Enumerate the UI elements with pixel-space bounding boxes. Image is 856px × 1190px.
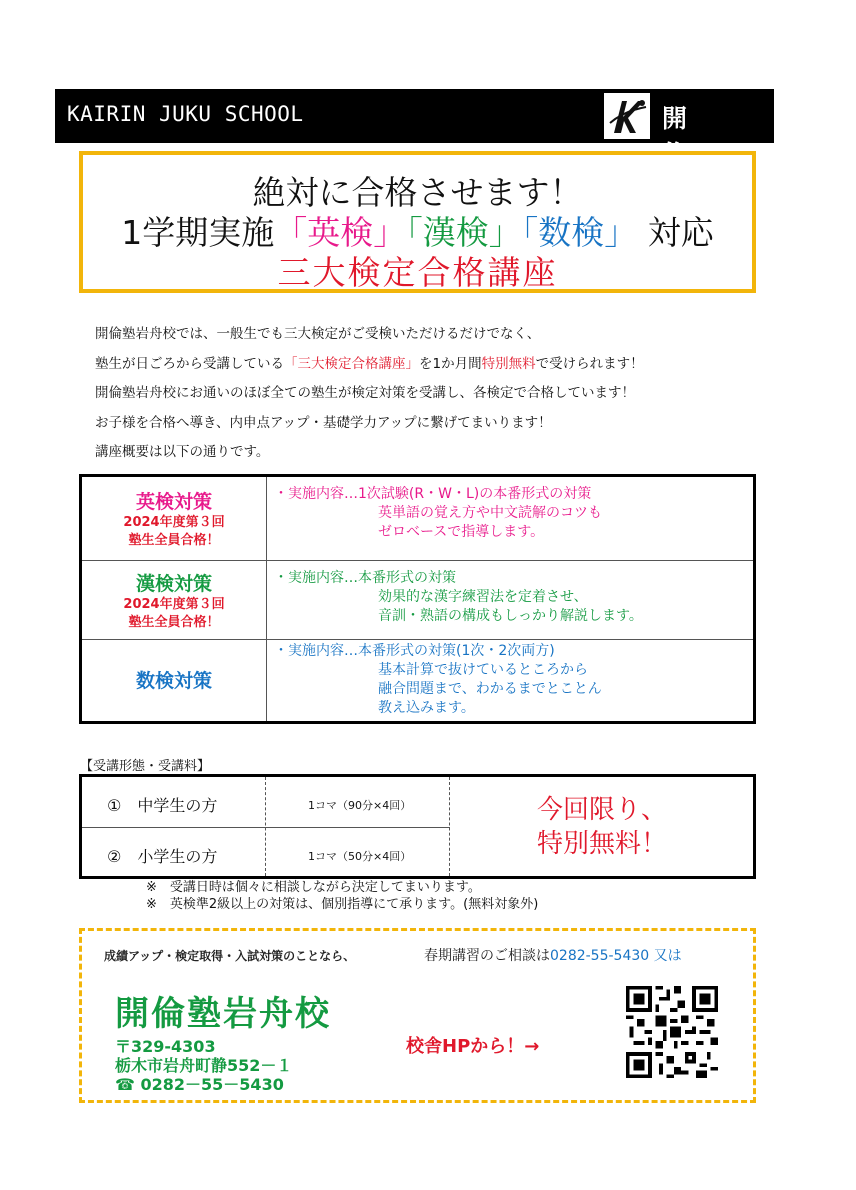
headline-kanken: 「漢検」: [406, 213, 522, 252]
fee-col-divider: [449, 777, 450, 876]
intro-p3: 開倫塾岩舟校にお通いのほぼ全ての塾生が検定対策を受講し、各検定で合格しています！: [95, 385, 635, 401]
course-desc-line: 英単語の覚え方や中文読解のコツも: [378, 505, 602, 521]
intro-text: [95, 320, 795, 468]
school-name: 開倫塾岩舟校: [115, 994, 331, 1034]
course-desc-line: 教え込みます。: [378, 700, 475, 716]
school-address: [115, 1037, 292, 1094]
course-desc-line: 基本計算で抜けているところから: [378, 662, 588, 678]
homepage-link[interactable]: 校舎HPから！→: [406, 1036, 540, 1057]
headline-box: [79, 151, 756, 293]
course-title: 漢検対策: [135, 573, 212, 595]
intro-p2-a: 塾生が日ごろから受講している: [95, 355, 284, 372]
header-title: KAIRIN JUKU SCHOOL: [67, 102, 304, 126]
course-title: 数検対策: [135, 670, 212, 692]
intro-p4: お子様を合格へ導き、内申点アップ・基礎学力アップに繋げてまいります！: [95, 414, 552, 431]
course-table: [79, 474, 756, 724]
contact-or: 又は: [653, 948, 682, 964]
course-desc-line: ゼロベースで指導します。: [378, 524, 545, 540]
fee-col-divider: [265, 777, 266, 876]
course-desc: [274, 485, 602, 542]
contact-text: 春期講習のご相談は: [424, 948, 550, 964]
address: 栃木市岩舟町静552－１: [115, 1056, 293, 1075]
course-desc-line: ・実施内容…本番形式の対策(1次・2次両方): [274, 643, 555, 659]
intro-p2-e: で受けられます！: [535, 355, 644, 372]
course-title: 英検対策: [135, 491, 212, 513]
course-name-cell: [82, 477, 267, 560]
course-name-cell: [82, 561, 267, 639]
fee-item: ② 小学生の方: [107, 847, 218, 866]
course-desc-line: ・実施内容…本番形式の対策: [274, 570, 456, 586]
fee-detail: 1コマ（50分×4回）: [308, 850, 412, 863]
fee-detail: 1コマ（90分×4回）: [308, 799, 412, 812]
intro-p2: [95, 350, 795, 380]
contact-phone-line: [424, 945, 682, 965]
headline-line1: 絶対に合格させます！: [252, 173, 583, 212]
course-desc-line: ・実施内容…1次試験(R・W・L)の本番形式の対策: [274, 486, 592, 502]
course-sub: 塾生全員合格！: [128, 615, 220, 630]
intro-p2-c: を1か月間: [419, 355, 482, 372]
intro-p2-course: 「三大検定合格講座」: [284, 355, 419, 372]
contact-phone[interactable]: 0282-55-5430: [550, 948, 650, 964]
free-offer: [452, 793, 752, 861]
fee-item: ① 中学生の方: [107, 796, 218, 815]
postal-code: 〒329-4303: [115, 1037, 216, 1056]
course-row-eiken: [82, 477, 753, 561]
headline-prefix: 1学期実施: [121, 213, 275, 252]
header-bar: [55, 89, 774, 143]
logo: [600, 89, 712, 143]
course-row-kanken: [82, 561, 753, 640]
course-desc: [274, 642, 602, 718]
note-1: ※ 受講日時は個々に相談しながら決定してまいります。: [146, 880, 481, 895]
headline-suken: 「数検」: [521, 213, 638, 252]
notes: [146, 879, 538, 913]
course-desc-line: 音訓・熟語の構成もしっかり解説します。: [378, 608, 643, 624]
intro-p1: 開倫塾岩舟校では、一般生でも三大検定がご受検いただけるだけでなく、: [95, 326, 541, 342]
free-offer-line: 今回限り、: [536, 795, 667, 825]
course-row-suken: [82, 640, 753, 721]
headline-line3: 三大検定合格講座: [277, 253, 558, 292]
course-desc-line: 効果的な漢字練習法を定着させ、: [378, 589, 588, 605]
intro-p5: 講座概要は以下の通りです。: [95, 444, 270, 460]
course-desc: [274, 569, 643, 626]
fee-row-divider: [82, 827, 450, 828]
contact-lead: 成績アップ・検定取得・入試対策のことなら、: [104, 949, 356, 963]
course-desc-line: 融合問題まで、わかるまでとことん: [378, 681, 602, 697]
free-offer-line: 特別無料！: [536, 829, 667, 859]
fee-label: 【受講形態・受講料】: [80, 759, 211, 774]
headline-suffix: 対応: [647, 213, 714, 252]
header-brand: 開: [662, 104, 689, 133]
note-2: ※ 英検準2級以上の対策は、個別指導にて承ります。(無料対象外): [146, 897, 539, 912]
qr-code-icon[interactable]: [626, 986, 718, 1078]
course-name-cell: [82, 640, 267, 721]
course-sub: 2024年度第３回: [123, 597, 225, 612]
headline-eiken: 「英検」: [274, 213, 407, 252]
course-sub: 塾生全員合格！: [128, 533, 220, 548]
course-sub: 2024年度第３回: [123, 515, 225, 530]
contact-box: [79, 928, 756, 1103]
school-phone[interactable]: ☎ 0282－55－5430: [115, 1075, 284, 1094]
intro-p2-free: 特別無料: [481, 355, 536, 372]
kairin-logo-icon: [604, 93, 650, 139]
fee-table: [79, 774, 756, 879]
